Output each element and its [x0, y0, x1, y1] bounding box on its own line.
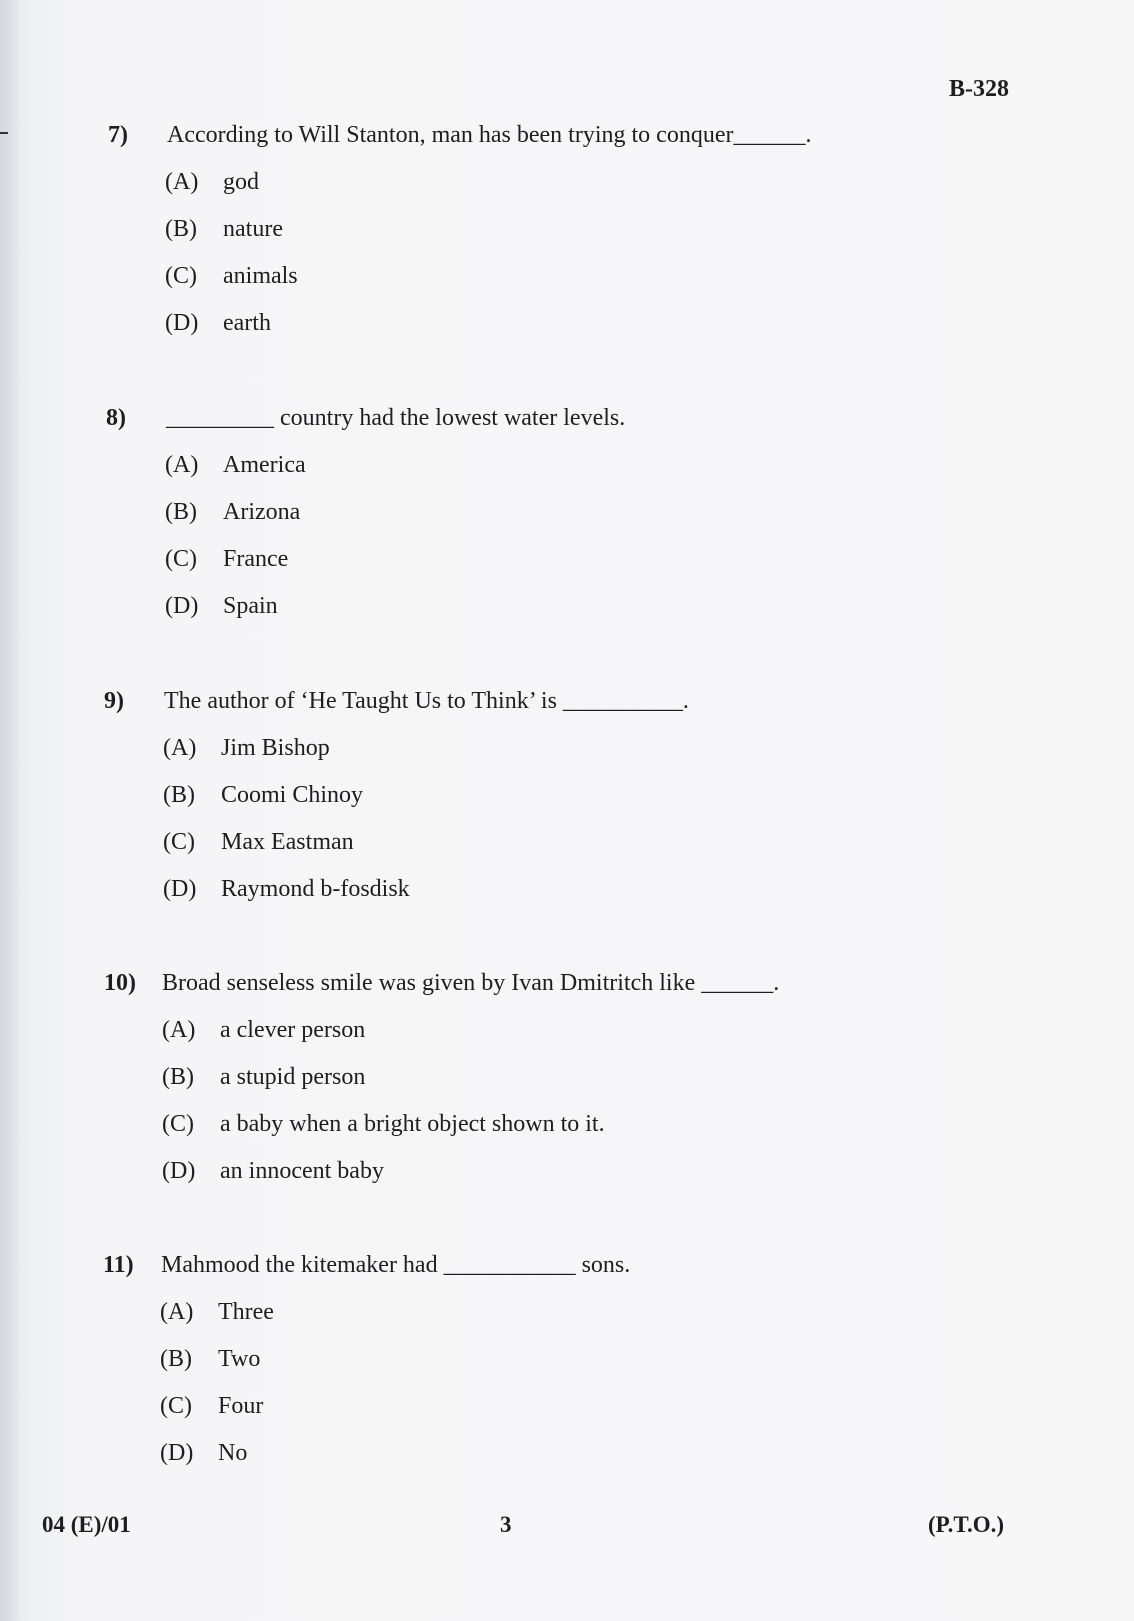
option-letter: (A)	[163, 735, 197, 761]
option-b	[160, 1346, 260, 1373]
option-b	[165, 499, 300, 526]
option-text: Two	[218, 1346, 261, 1372]
option-letter: (B)	[165, 499, 197, 525]
edge-dash	[0, 132, 8, 134]
option-text: a stupid person	[220, 1064, 366, 1090]
question-text: _________ country had the lowest water levels.	[166, 405, 626, 431]
option-letter: (B)	[163, 782, 195, 808]
option-d	[165, 310, 271, 337]
option-text: Jim Bishop	[221, 735, 330, 761]
option-text: a baby when a bright object shown to it.	[220, 1111, 605, 1137]
footer-paper-code: 04 (E)/01	[42, 1512, 131, 1537]
question-text: Broad senseless smile was given by Ivan Dmitritch like ______.	[162, 970, 780, 996]
option-b	[163, 782, 363, 809]
option-c	[165, 263, 298, 290]
option-letter: (D)	[165, 310, 199, 336]
option-c	[163, 829, 354, 856]
option-text: Coomi Chinoy	[221, 782, 364, 808]
option-a	[163, 735, 330, 762]
option-c	[165, 546, 288, 573]
paper-code-header: B-328	[949, 76, 1009, 102]
option-letter: (A)	[165, 452, 199, 478]
question-text: Mahmood the kitemaker had ___________ sons.	[161, 1252, 631, 1278]
question-number: 10)	[104, 970, 136, 996]
option-c	[160, 1393, 263, 1420]
option-text: earth	[223, 310, 271, 336]
option-letter: (C)	[163, 829, 195, 855]
question-number: 11)	[103, 1252, 134, 1278]
option-letter: (B)	[160, 1346, 192, 1372]
question-text: According to Will Stanton, man has been trying to conquer______.	[167, 122, 812, 148]
question-number: 8)	[106, 405, 126, 431]
option-text: an innocent baby	[220, 1158, 384, 1184]
question-number: 7)	[108, 122, 128, 148]
option-c	[162, 1111, 605, 1138]
footer-pto: (P.T.O.)	[928, 1512, 1005, 1537]
option-letter: (A)	[160, 1299, 194, 1325]
option-d	[165, 593, 278, 620]
option-text: nature	[223, 216, 283, 242]
option-text: Max Eastman	[221, 829, 354, 855]
option-a	[162, 1017, 365, 1044]
option-text: Three	[218, 1299, 274, 1325]
option-letter: (B)	[162, 1064, 194, 1090]
option-text: No	[218, 1440, 248, 1466]
option-b	[162, 1064, 365, 1091]
option-b	[165, 216, 283, 243]
page-left-edge	[0, 0, 20, 1621]
option-letter: (D)	[160, 1440, 194, 1466]
option-letter: (B)	[165, 216, 197, 242]
option-d	[162, 1158, 384, 1185]
option-letter: (C)	[162, 1111, 194, 1137]
option-text: god	[223, 169, 259, 195]
option-d	[163, 876, 410, 903]
option-text: Four	[218, 1393, 264, 1419]
option-text: Raymond b-fosdisk	[221, 876, 410, 902]
option-d	[160, 1440, 247, 1467]
option-letter: (C)	[165, 263, 197, 289]
option-letter: (D)	[162, 1158, 196, 1184]
option-a	[165, 452, 306, 479]
option-letter: (A)	[165, 169, 199, 195]
option-a	[160, 1299, 274, 1326]
option-letter: (D)	[163, 876, 197, 902]
option-text: animals	[223, 263, 298, 289]
option-letter: (C)	[160, 1393, 192, 1419]
footer-page-number: 3	[500, 1512, 512, 1537]
option-letter: (C)	[165, 546, 197, 572]
option-letter: (A)	[162, 1017, 196, 1043]
option-text: Spain	[223, 593, 278, 619]
option-text: America	[223, 452, 306, 478]
option-letter: (D)	[165, 593, 199, 619]
question-number: 9)	[104, 688, 124, 714]
option-a	[165, 169, 259, 196]
question-text: The author of ‘He Taught Us to Think’ is __________.	[164, 688, 689, 714]
option-text: a clever person	[220, 1017, 366, 1043]
option-text: France	[223, 546, 289, 572]
option-text: Arizona	[223, 499, 301, 525]
